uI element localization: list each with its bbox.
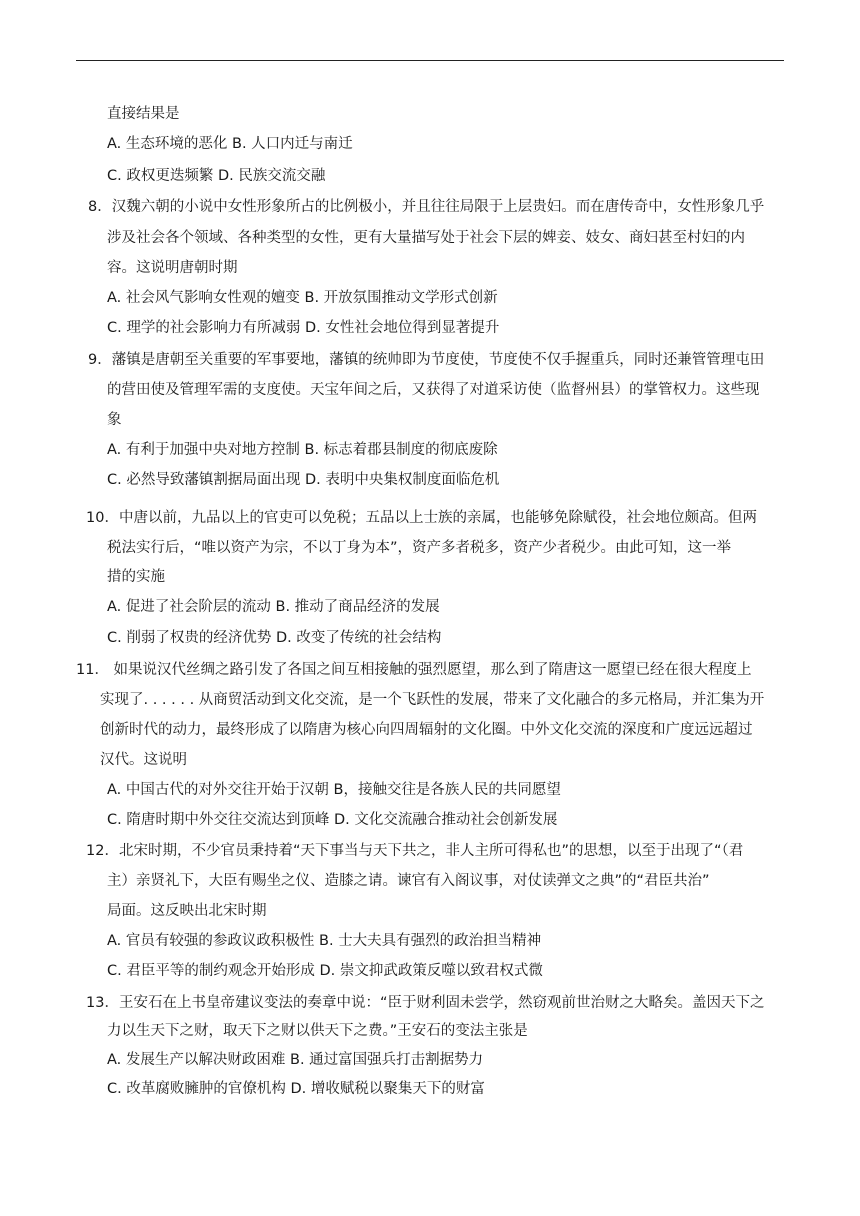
q12-options-ab: A. 官员有较强的参政议政积极性 B. 士大夫具有强烈的政治担当精神 (107, 933, 542, 949)
q11-stem-line1: 11． 如果说汉代丝绸之路引发了各国之间互相接触的强烈愿望，那么到了隋唐这一愿望已经在很大程度上 (76, 662, 752, 678)
q8-options-ab: A. 社会风气影响女性观的嬗变 B. 开放氛围推动文学形式创新 (107, 290, 498, 306)
q12-stem-line2: 主）亲贤礼下，大臣有赐坐之仪、造膝之请。谏官有入阁议事，对仗读弹文之典”的“君臣共治” (107, 873, 710, 889)
q11-options-cd: C. 隋唐时期中外交往交流达到顶峰 D. 文化交流融合推动社会创新发展 (107, 812, 558, 828)
q8-options-cd: C. 理学的社会影响力有所减弱 D. 女性社会地位得到显著提升 (107, 320, 500, 336)
q9-stem-line2: 的营田使及管理军需的支度使。天宝年间之后，又获得了对道采访使（监督州县）的掌管权力。这些现 (107, 382, 760, 398)
q10-stem-line1: 10．中唐以前，九品以上的官吏可以免税；五品以上士族的亲属，也能够免除赋役，社会地位颇高。但两 (86, 510, 757, 526)
q13-options-ab: A. 发展生产以解决财政困难 B. 通过富国强兵打击割据势力 (107, 1052, 484, 1068)
q12-stem-line3: 局面。这反映出北宋时期 (107, 903, 267, 919)
q11-stem-line2: 实现了. . . . . . 从商贸活动到文化交流，是一个飞跃性的发展，带来了文化融合的多元格局，并汇集为开 (100, 692, 765, 708)
q7-options-ab: A. 生态环境的恶化 B. 人口内迁与南迁 (107, 136, 353, 152)
header-rule (76, 60, 784, 61)
q8-stem-line1: 8．汉魏六朝的小说中女性形象所占的比例极小，并且往往局限于上层贵妇。而在唐传奇中，女性形象几乎 (88, 199, 765, 215)
q13-stem-line2: 力以生天下之财，取天下之财以供天下之费。”王安石的变法主张是 (107, 1023, 528, 1039)
q13-options-cd: C. 改革腐败臃肿的官僚机构 D. 增收赋税以聚集天下的财富 (107, 1081, 485, 1097)
q13-stem-line1: 13．王安石在上书皇帝建议变法的奏章中说：“臣于财利固未尝学，然窃观前世治财之大略矣。盖因天下之 (86, 995, 765, 1011)
q10-options-cd: C. 削弱了权贵的经济优势 D. 改变了传统的社会结构 (107, 630, 442, 646)
q10-stem-line2: 税法实行后，“唯以资产为宗，不以丁身为本”，资产多者税多，资产少者税少。由此可知，这一举 (107, 540, 732, 556)
q12-stem-line1: 12．北宋时期，不少官员秉持着“天下事当与天下共之，非人主所可得私也”的思想，以至于出现了“（君 (86, 843, 744, 859)
q8-stem-line3: 容。这说明唐朝时期 (107, 260, 238, 276)
q9-options-cd: C. 必然导致藩镇割据局面出现 D. 表明中央集权制度面临危机 (107, 472, 500, 488)
q9-stem-line1: 9．藩镇是唐朝至关重要的军事要地，藩镇的统帅即为节度使，节度使不仅手握重兵，同时还兼管管理屯田 (88, 352, 765, 368)
q11-stem-line3: 创新时代的动力，最终形成了以隋唐为核心向四周辐射的文化圈。中外文化交流的深度和广度远远超过 (100, 722, 753, 738)
q7-options-cd: C. 政权更迭频繁 D. 民族交流交融 (107, 168, 326, 184)
q11-stem-line4: 汉代。这说明 (100, 752, 187, 768)
q8-stem-line2: 涉及社会各个领域、各种类型的女性，更有大量描写处于社会下层的婢妾、妓女、商妇甚至村妇的内 (107, 230, 745, 246)
q12-options-cd: C. 君臣平等的制约观念开始形成 D. 崇文抑武政策反噬以致君权式微 (107, 963, 543, 979)
q7-stem-tail: 直接结果是 (107, 106, 180, 122)
q9-options-ab: A. 有利于加强中央对地方控制 B. 标志着郡县制度的彻底废除 (107, 442, 498, 458)
q10-options-ab: A. 促进了社会阶层的流动 B. 推动了商品经济的发展 (107, 599, 440, 615)
q11-options-ab: A. 中国古代的对外交往开始于汉朝 B，接触交往是各族人民的共同愿望 (107, 782, 561, 798)
q10-stem-line3: 措的实施 (107, 569, 165, 585)
q9-stem-line3: 象 (107, 412, 122, 428)
